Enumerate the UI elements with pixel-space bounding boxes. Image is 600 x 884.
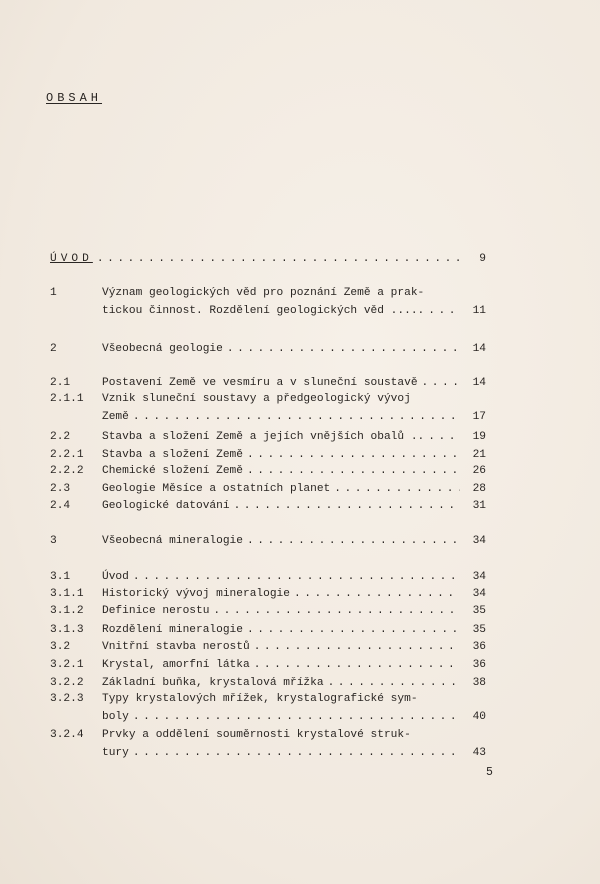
toc-entry-line — [102, 340, 486, 358]
toc-page-number: 34 — [472, 571, 486, 583]
toc-entry-number: 2.2.2 — [50, 465, 84, 477]
toc-entry-title: Krystal, amorfní látka — [102, 659, 250, 671]
toc-entry-title: Stavba a složení Země — [102, 449, 243, 461]
toc-entry-number: 2.1.1 — [50, 393, 84, 405]
toc-page-number: 11 — [472, 305, 486, 317]
toc-page-number: 35 — [472, 605, 486, 617]
toc-entry-number: 3.1 — [50, 571, 71, 583]
toc-page-number: 36 — [472, 659, 486, 671]
dot-leader — [290, 585, 460, 603]
toc-entry-line — [102, 462, 486, 480]
toc-page-number: 9 — [479, 253, 486, 265]
toc-page-number: 35 — [472, 624, 486, 636]
toc-entry-line — [102, 744, 486, 762]
toc-entry-title: Země — [102, 411, 129, 423]
toc-entry-title: Rozdělení mineralogie — [102, 624, 243, 636]
dot-leader — [243, 532, 460, 550]
toc-entry-number: 2.2 — [50, 431, 71, 443]
toc-page-number: 14 — [472, 377, 486, 389]
toc-entry-title: boly — [102, 711, 129, 723]
toc-entry-number: 3.2.3 — [50, 693, 84, 705]
toc-page-number: 14 — [472, 343, 486, 355]
toc-entry-title: Význam geologických věd pro poznání Země a prak- — [102, 287, 425, 299]
toc-entry-title: Geologické datování — [102, 500, 230, 512]
dot-leader — [230, 497, 460, 515]
toc-page-number: 36 — [472, 641, 486, 653]
dot-leader — [209, 602, 460, 620]
toc-entry-number: 3.2.1 — [50, 659, 84, 671]
toc-entry-title: Chemické složení Země — [102, 465, 243, 477]
toc-entry-line — [102, 585, 486, 603]
toc-entry-line — [102, 621, 486, 639]
toc-entry-title: Základní buňka, krystalová mřížka — [102, 677, 324, 689]
dot-leader — [129, 708, 460, 726]
toc-entry-number: 3.2 — [50, 641, 71, 653]
toc-entry-title: Úvod — [102, 571, 129, 583]
toc-entry-number: 2 — [50, 343, 57, 355]
toc-entry-line — [102, 602, 486, 620]
toc-entry-number: 3.2.2 — [50, 677, 84, 689]
dot-leader — [424, 428, 460, 446]
toc-page-number: 21 — [472, 449, 486, 461]
dot-leader — [129, 568, 460, 586]
dot-leader — [129, 408, 460, 426]
toc-entry-line — [102, 638, 486, 656]
toc-page-number: 31 — [472, 500, 486, 512]
toc-entry-line — [102, 708, 486, 726]
toc-entry-number: 3.2.4 — [50, 729, 84, 741]
dot-leader — [250, 638, 460, 656]
toc-entry-title: Všeobecná mineralogie — [102, 535, 243, 547]
toc-entry-line — [102, 497, 486, 515]
toc-entry-title: Vnitřní stavba nerostů — [102, 641, 250, 653]
toc-entry-title: Definice nerostu — [102, 605, 210, 617]
toc-entry-line — [102, 408, 486, 426]
toc-page-number: 28 — [472, 483, 486, 495]
toc-entry-line — [102, 568, 486, 586]
toc-page-number: 38 — [472, 677, 486, 689]
toc-page-number: 26 — [472, 465, 486, 477]
dot-leader — [250, 656, 460, 674]
toc-entry-title: tickou činnost. Rozdělení geologických věd ..... — [102, 305, 425, 317]
toc-entry-title: Geologie Měsíce a ostatních planet — [102, 483, 331, 495]
toc-entry-line — [102, 428, 486, 446]
toc-entry-line — [102, 532, 486, 550]
toc-page-number: 40 — [472, 711, 486, 723]
toc-entry-number: 3.1.3 — [50, 624, 84, 636]
toc-entry-number: 3.1.1 — [50, 588, 84, 600]
toc-page-number: 34 — [472, 588, 486, 600]
toc-entry-number: 3.1.2 — [50, 605, 84, 617]
toc-entry-title: Typy krystalových mřížek, krystalografické sym- — [102, 693, 418, 705]
toc-page-number: 34 — [472, 535, 486, 547]
toc-page-number: 17 — [472, 411, 486, 423]
toc-entry-title: Historický vývoj mineralogie — [102, 588, 290, 600]
toc-entry-line — [102, 302, 486, 320]
toc-entry-title: Všeobecná geologie — [102, 343, 223, 355]
toc-entry-title: Prvky a oddělení souměrnosti krystalové struk- — [102, 729, 411, 741]
toc-entry-line — [102, 480, 486, 498]
toc-entry-number: 2.1 — [50, 377, 71, 389]
dot-leader — [243, 462, 460, 480]
toc-entry-title: Postavení Země ve vesmíru a v sluneční soustavě — [102, 377, 418, 389]
toc-entry-number: 2.3 — [50, 483, 71, 495]
toc-entry-number: 2.4 — [50, 500, 71, 512]
dot-leader — [223, 340, 460, 358]
toc-entry-number: 3 — [50, 535, 57, 547]
page-number: 5 — [486, 766, 493, 779]
contents-heading: OBSAH — [46, 91, 103, 105]
toc-entry-line — [102, 656, 486, 674]
toc-page-number: 19 — [472, 431, 486, 443]
dot-leader — [129, 744, 460, 762]
toc-entry-title: Vznik sluneční soustavy a předgeologický vývoj — [102, 393, 411, 405]
toc-page-number: 43 — [472, 747, 486, 759]
dot-leader — [424, 302, 460, 320]
intro-label: ÚVOD — [50, 253, 93, 265]
dot-leader — [330, 480, 460, 498]
toc-entry-title: Stavba a složení Země a jejích vnějších obalů .. — [102, 431, 425, 443]
toc-entry-title: tury — [102, 747, 129, 759]
toc-entry-number: 2.2.1 — [50, 449, 84, 461]
toc-entry-number: 1 — [50, 287, 57, 299]
dot-leader — [243, 621, 460, 639]
